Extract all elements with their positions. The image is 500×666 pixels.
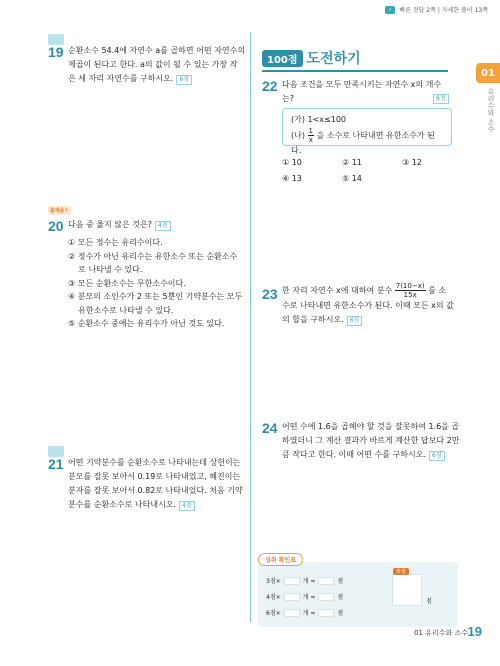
question-number-24: 24 [262,420,278,436]
condition-2-label: (나) [291,131,305,140]
q21-line-last [68,498,248,512]
q23-line1-post: 를 소 [428,286,447,295]
section-underline [262,70,448,72]
section-header [262,48,361,68]
score-row-mid: 개 = [302,610,316,617]
option-item[interactable]: ④ 13 [282,173,302,183]
q23-line2: 수로 나타내면 유한소수가 된다. 이때 모든 x의 값 [282,301,454,310]
total-score-tag: 총점 [393,568,409,575]
q19-line1: 순환소수 54.4̇에 자연수 a를 곱하면 어떤 자연수의 [68,46,246,55]
chapter-tab[interactable]: 01 [476,63,500,83]
score-row-end: 점 [337,610,344,617]
q22-options [282,156,462,185]
choice-item[interactable]: ④ 분모의 소인수가 2 또는 5뿐인 기약분수는 모두 [68,292,243,301]
q19-line3 [68,72,246,86]
condition-1: (가) 1<x≤100 [291,115,347,124]
choice-item[interactable]: ② 정수가 아닌 유리수는 유한소수 또는 순환소수 [68,251,238,261]
total-score-box[interactable] [392,574,422,606]
answer-label: 빠른 정답 2쪽 | 자세한 풀이 13쪽 [399,7,488,14]
answer-reference [385,5,488,14]
points-badge: 6점 [176,75,192,85]
q24-line: 어떤 수에 1.6̇을 곱해야 할 것을 잘못하여 1.6을 곱 [282,422,460,431]
q21-line: 분수를 순환소수로 나타내시오. [68,500,177,509]
choice-item-cont: 유한소수로 나타낼 수 있다. [68,305,174,315]
score-count-input[interactable] [284,609,300,617]
question-number-19: 19 [48,44,64,60]
fraction-numerator: 7(10−x) [395,282,425,290]
condition-2-fraction [308,127,314,144]
points-badge: 6점 [429,451,445,461]
question-19-text [68,44,246,86]
score-row-end: 점 [337,594,344,601]
fraction-numerator: 1 [308,127,313,135]
score-title: 성취 확인표 [258,553,303,566]
choice-item-cont: 로 나타낼 수 있다. [68,265,143,274]
score-value-input[interactable] [318,593,334,601]
q21-line: 어떤 기약분수를 순환소수로 나타내는데 상헌이는 [68,458,241,467]
score-row-end: 점 [337,578,344,585]
choice-item[interactable]: ① 모든 정수는 유리수이다. [68,238,163,247]
condition-box [282,108,452,155]
column-divider [250,32,251,622]
question-23-text [282,282,462,327]
q23-fraction [395,282,426,299]
frequency-flag: 출제율↑ [50,208,69,214]
answer-icon: ✓ [385,6,395,14]
condition-2 [291,127,443,158]
q23-line1-pre: 한 자리 자연수 x에 대하여 분수 [282,286,393,295]
condition-2-text: 을 소수로 나타내면 유한소수가 된다. [291,131,435,155]
fraction-denominator: x [308,136,313,144]
section-badge: 100점 [262,50,303,67]
q24-line-last [282,448,462,462]
points-badge: 6점 [347,316,363,326]
question-number-22: 22 [262,78,278,94]
score-row-label: 4점× [266,594,281,601]
q24-line: 하였더니 그 계산 결과가 바르게 계산한 답보다 2만 [282,436,460,445]
question-number-20: 20 [48,218,64,234]
q21-line: 분자를 잘못 보아서 0.8̇2̇로 나타내었다. 처음 기약 [68,486,243,495]
page-number: 19 [467,624,482,639]
score-row-label: 3점× [266,578,281,585]
total-score-unit: 점 [426,598,432,605]
option-item[interactable]: ⑤ 14 [342,173,362,183]
score-row-label: 6점× [266,610,281,617]
option-item[interactable]: ③ 12 [402,158,422,167]
q23-line3-text: 의 합을 구하시오. [282,315,344,324]
fraction-denominator: 15x [403,291,417,299]
choice-item[interactable]: ⑤ 순환소수 중에는 유리수가 아닌 것도 있다. [68,319,225,328]
q19-line2: 제곱이 된다고 한다. a의 값이 될 수 있는 가장 작 [68,60,238,69]
q23-line1 [282,282,462,299]
question-21-text [68,456,248,512]
q22-points [430,93,449,104]
question-number-21: 21 [48,456,64,472]
score-value-input[interactable] [318,577,334,585]
score-count-input[interactable] [284,577,300,585]
score-row-mid: 개 = [302,594,316,601]
question-20-stem [68,218,171,232]
option-item[interactable]: ② 11 [342,158,362,167]
option-item[interactable]: ① 10 [282,158,302,167]
choice-item[interactable]: ③ 모든 순환소수는 무한소수이다. [68,278,186,288]
score-row [266,592,343,601]
score-value-input[interactable] [318,609,334,617]
question-24-text [282,420,462,462]
question-20-choices [68,236,248,331]
points-badge: 4점 [155,221,171,231]
score-rows [266,576,343,617]
section-name: 도전하기 [306,51,361,67]
points-badge: 6점 [433,94,449,104]
score-row [266,608,343,617]
q21-line: 분모를 잘못 보아서 0.1̇9̇로 나타내었고, 혜진이는 [68,472,241,481]
score-row [266,576,343,585]
score-row-mid: 개 = [302,578,316,585]
q23-line3 [282,313,462,327]
chapter-side-title: 유리수와 소수 [487,88,495,133]
question-22-stem: 다음 조건을 모두 만족시키는 자연수 x의 개수는? [282,80,442,103]
question-number-23: 23 [262,286,278,302]
points-badge: 4점 [179,501,195,511]
q24-line: 큼 작다고 한다. 이때 어떤 수를 구하시오. [282,450,426,459]
q19-line3-text: 은 세 자리 자연수를 구하시오. [68,74,174,83]
score-count-input[interactable] [284,593,300,601]
footer-chapter-label: 01 유리수와 소수 [414,629,468,637]
q20-stem-text: 다음 중 옳지 않은 것은? [68,220,152,229]
